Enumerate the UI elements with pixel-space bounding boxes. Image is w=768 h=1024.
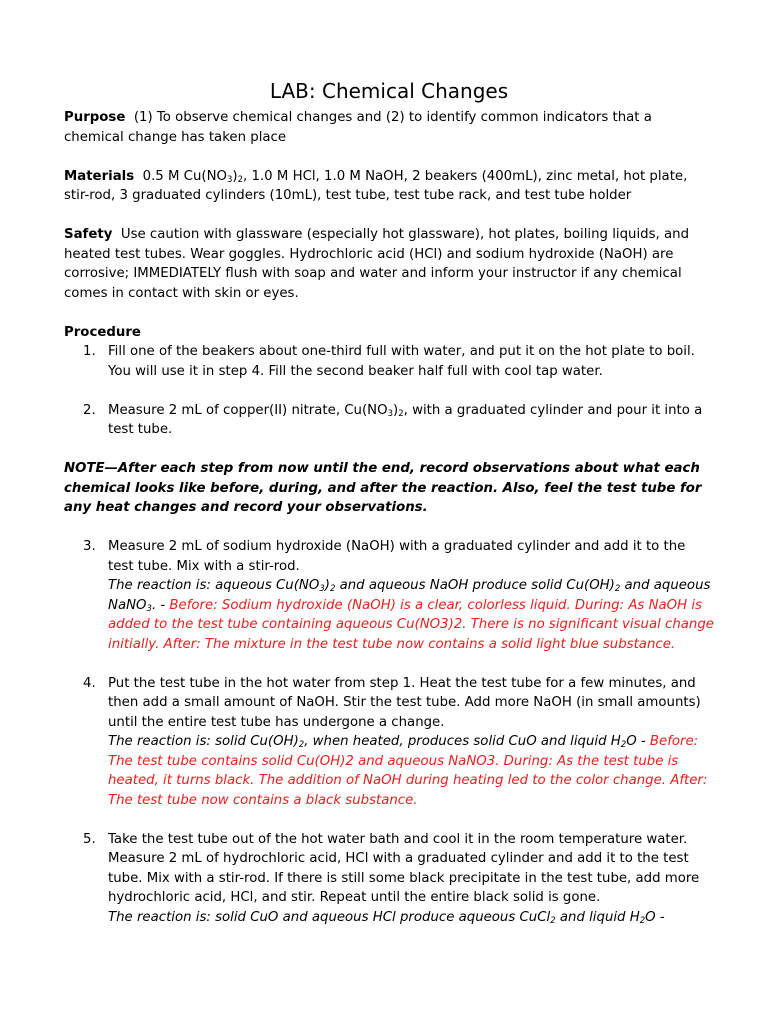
spacer — [64, 206, 714, 226]
reaction-text-part1: The reaction is: solid CuO and aqueous HCl produce aqueous CuCl — [108, 909, 551, 925]
reaction-text-part1: The reaction is: aqueous Cu(NO — [108, 578, 320, 593]
step-number: 4. — [83, 675, 96, 691]
reaction-text-part2: , when heated, produces solid CuO and liquid H — [304, 734, 621, 749]
observation-answer: Before: Sodium hydroxide (NaOH) is a clear, colorless liquid. During: As NaOH is added to the test tube containing aqueous Cu(NO3)2. There is no significant visual change initially. After: The mixture in the test tube now contains a solid light blue substance. — [108, 597, 714, 652]
procedure-step-4 — [64, 674, 714, 811]
purpose-text: (1) To observe chemical changes and (2) to identify common indicators that a chemical change has taken place — [64, 110, 652, 145]
reaction-subscript-3: 2 — [614, 584, 621, 594]
reaction-subscript-2: 2 — [639, 915, 646, 926]
reaction-subscript-2: 2 — [329, 584, 336, 594]
spacer — [64, 147, 714, 167]
reaction-text-part2: ) — [324, 578, 330, 593]
observation-answer: Before: The test tube contains solid Cu(OH)2 and aqueous NaNO3. During: As the test tube is heated, it turns black. The addition of NaOH during heating led to the color change. After: The test tube now contains a black substance. — [108, 734, 708, 808]
reaction-text-part3: O - — [645, 909, 665, 925]
procedure-step-5 — [64, 830, 714, 928]
step-text-part2: ) — [393, 402, 399, 418]
safety-text: Use caution with glassware (especially hot glassware), hot plates, boiling liquids, and heated test tubes. Wear goggles. Hydrochloric acid (HCl) and sodium hydroxide (NaOH) are corrosive; IMMEDIATELY flush with soap and water and inform your instructor if any chemical comes in contact with skin or eyes. — [64, 227, 690, 301]
reaction-text-part5: . - — [151, 597, 170, 613]
spacer — [64, 303, 714, 323]
step-text-part1: Measure 2 mL of copper(II) nitrate, Cu(NO — [108, 402, 388, 418]
step-text-part3: , with a graduated cylinder and pour it into a test tube. — [108, 402, 703, 437]
materials-paragraph — [64, 167, 714, 206]
reaction-text-part4: and aqueous NaNO — [108, 578, 711, 613]
spacer — [64, 381, 714, 401]
reaction-subscript-1: 2 — [298, 740, 305, 750]
reaction-text-part3: O - — [626, 734, 650, 749]
step-number: 5. — [83, 831, 96, 847]
purpose-paragraph — [64, 108, 714, 147]
materials-label: Materials — [64, 168, 135, 184]
procedure-step-3 — [64, 537, 714, 654]
reaction-text-part2: and liquid H — [555, 909, 640, 925]
materials-subscript-1: 3 — [227, 174, 233, 185]
document-page — [64, 78, 714, 927]
procedure-steps — [64, 342, 714, 927]
reaction-text-part3: and aqueous NaOH produce solid Cu(OH) — [335, 578, 615, 593]
spacer — [64, 518, 714, 538]
procedure-heading: Procedure — [64, 324, 141, 340]
materials-text-part3: , 1.0 M HCl, 1.0 M NaOH, 2 beakers (400mL), zinc metal, hot plate, stir-rod, 3 graduated cylinders (10mL), test tube, test tube rack, and test tube holder — [64, 168, 688, 203]
page-title: LAB: Chemical Changes — [269, 79, 509, 103]
reaction-text-part1: The reaction is: solid Cu(OH) — [108, 734, 299, 749]
reaction-subscript-1: 3 — [319, 584, 325, 594]
observation-note: NOTE—After each step from now until the end, record observations about what each chemical looks like before, during, and after the reaction. Also, feel the test tube for any heat changes and record your observations. — [64, 461, 702, 515]
step-text: Take the test tube out of the hot water bath and cool it in the room temperature water. Measure 2 mL of hydrochloric acid, HCl with a graduated cylinder and add it to the test tube. Mix with a stir-rod. If there is still some black precipitate in the test tube, add more hydrochloric acid, HCl, and stir. Repeat until the entire black solid is gone. — [108, 831, 700, 905]
step-text: Put the test tube in the hot water from step 1. Heat the test tube for a few minutes, and then add a small amount of NaOH. Stir the test tube. Add more NaOH (in small amounts) until the entire test tube has undergone a change. — [108, 675, 701, 730]
step-subscript-2: 2 — [398, 408, 404, 419]
step-text: Fill one of the beakers about one-third full with water, and put it on the hot plate to boil. You will use it in step 4. Fill the second beaker half full with cool tap water. — [108, 344, 695, 379]
step-text: Measure 2 mL of sodium hydroxide (NaOH) with a graduated cylinder and add it to the test tube. Mix with a stir-rod. — [108, 539, 686, 574]
step-number: 3. — [83, 539, 96, 554]
safety-paragraph — [64, 225, 714, 303]
reaction-subscript-1: 2 — [550, 915, 556, 926]
materials-text-part2: ) — [232, 168, 238, 184]
materials-text-part1: 0.5 M Cu(NO — [142, 168, 227, 184]
reaction-subscript-4: 3 — [146, 603, 152, 614]
procedure-step-2 — [64, 401, 714, 440]
safety-label: Safety — [64, 227, 113, 242]
spacer — [64, 654, 714, 674]
step-number: 1. — [83, 344, 96, 359]
step-number: 2. — [83, 402, 96, 418]
spacer — [64, 440, 714, 460]
spacer — [64, 810, 714, 830]
procedure-step-1 — [64, 342, 714, 381]
materials-subscript-2: 2 — [237, 174, 244, 185]
reaction-subscript-2: 2 — [620, 740, 627, 750]
step-subscript-1: 3 — [387, 408, 394, 419]
purpose-label: Purpose — [64, 110, 126, 125]
